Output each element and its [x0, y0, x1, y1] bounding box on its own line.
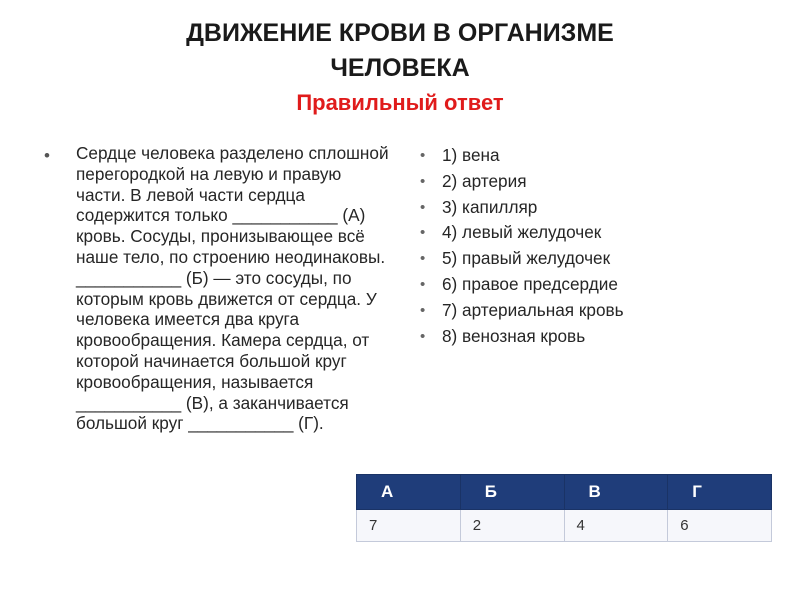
page-subtitle: Правильный ответ: [296, 90, 504, 115]
answer-option: [418, 220, 788, 246]
answer-option-text: 3) капилляр: [442, 196, 538, 217]
answer-option-text: 5) правый желудочек: [442, 248, 611, 269]
answer-table-header-cell: А: [357, 475, 461, 510]
bullet-icon: •: [420, 147, 426, 164]
answer-table-cell: 7: [357, 510, 461, 542]
answer-option-text: 2) артерия: [442, 170, 527, 191]
page-title-line-2: ЧЕЛОВЕКА: [330, 54, 470, 82]
bullet-icon: •: [420, 275, 426, 293]
answer-option: [418, 143, 788, 169]
answer-option-text: 1) вена: [442, 145, 500, 165]
bullet-icon: •: [420, 301, 426, 319]
answer-table-cell: 2: [460, 510, 564, 542]
question-text: Сердце человека разделено сплошной перегородкой на левую и правую части. В левой части сердца содержится только ___________ (А) кровь. Сосуды, пронизывающее всё наше тело, по строению неодинаковы. ___________ (Б) — это сосуды, по которым кровь движется от сердца. У человека имеется два круга кровообращения. Камера сердца, от которой начинается большой круг кровообращения, называется ___________ (В), а заканчивается большой круг ___________ (Г).: [76, 143, 394, 434]
answer-table-header-cell: Б: [460, 475, 564, 510]
answer-table-header-cell: Г: [668, 475, 772, 510]
answer-table-header-row: [357, 475, 772, 510]
answer-table: [356, 474, 772, 542]
answer-option: [418, 195, 788, 221]
answer-option: [418, 324, 788, 350]
bullet-icon: •: [420, 198, 426, 216]
page-title: [0, 16, 800, 86]
answer-options-list: [418, 143, 788, 349]
answer-option: [418, 272, 788, 298]
answer-option-text: 6) правое предсердие: [442, 273, 618, 294]
answer-option-text: 7) артериальная кровь: [442, 299, 624, 320]
bullet-icon: •: [420, 327, 426, 345]
answer-table-row: [357, 510, 772, 542]
answer-table-cell: 4: [564, 510, 668, 542]
bullet-icon: •: [420, 250, 426, 268]
question-bullet: •: [44, 146, 50, 165]
bullet-icon: •: [420, 172, 426, 190]
answer-table-cell: 6: [668, 510, 772, 542]
answer-table-header-cell: В: [564, 475, 668, 510]
answer-option: [418, 246, 788, 272]
page-title-line-1: ДВИЖЕНИЕ КРОВИ В ОРГАНИЗМЕ: [186, 19, 614, 47]
answer-option-text: 8) венозная кровь: [442, 325, 586, 346]
answer-option-text: 4) левый желудочек: [442, 222, 602, 243]
answer-option: [418, 169, 788, 195]
answer-option: [418, 298, 788, 324]
bullet-icon: •: [420, 224, 426, 242]
